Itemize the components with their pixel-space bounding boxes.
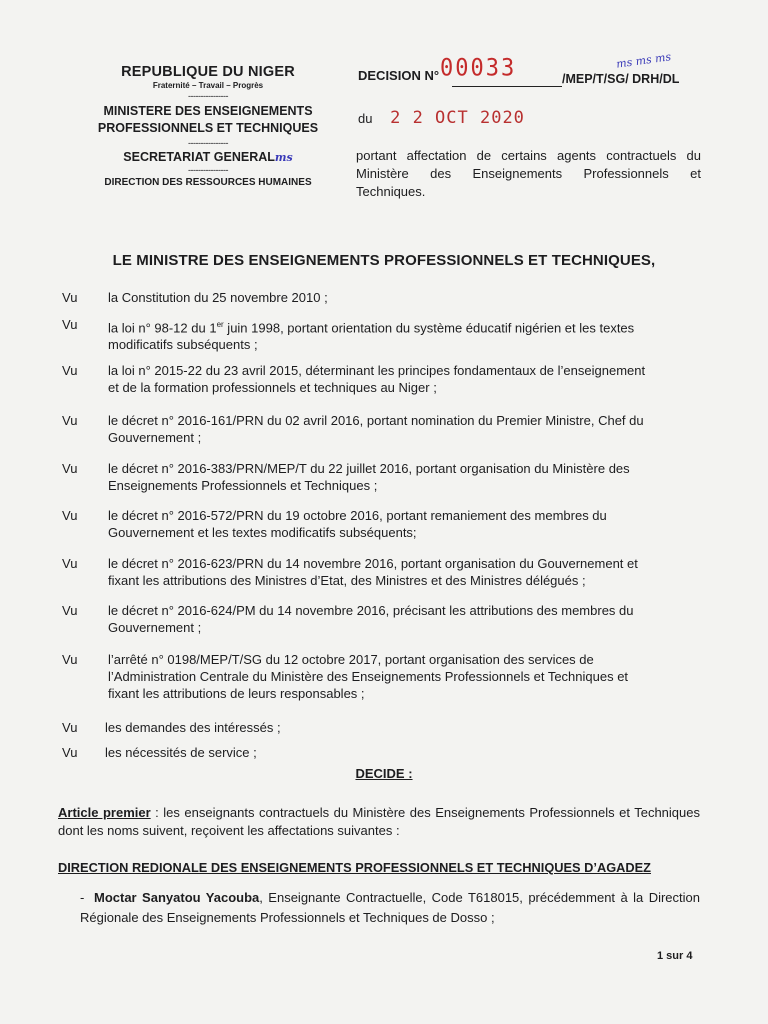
decision-suffix: /MEP/T/SG/ DRH/DL bbox=[562, 72, 680, 86]
vu-label: Vu bbox=[62, 720, 78, 735]
agent-name: Moctar Sanyatou Yacouba bbox=[94, 890, 260, 905]
consideration-text: l’arrêté n° 0198/MEP/T/SG du 12 octobre 2017, portant organisation des services de l’Administration Centrale du Ministère des Enseignements Professionnels et Techniques et fixant les attributions de leurs responsables ; bbox=[108, 652, 629, 701]
ministry-name-line2: PROFESSIONNELS ET TECHNIQUES bbox=[97, 121, 319, 135]
assignment-entry bbox=[80, 888, 700, 928]
issuer-header bbox=[88, 64, 328, 188]
direction-title: DIRECTION REDIONALE DES ENSEIGNEMENTS PROFESSIONNELS ET TECHNIQUES D’AGADEZ bbox=[58, 860, 651, 875]
consideration-text: la loi n° 98-12 du 1er juin 1998, portant orientation du système éducatif nigérien et les textes modificatifs subséquents ; bbox=[108, 320, 635, 353]
country-name: REPUBLIQUE DU NIGER bbox=[121, 64, 295, 80]
handwritten-initials: ms bbox=[274, 151, 293, 164]
direction-name: DIRECTION DES RESSOURCES HUMAINES bbox=[104, 177, 312, 188]
consideration-text: les nécessités de service ; bbox=[105, 745, 257, 760]
consideration-text: les demandes des intéressés ; bbox=[105, 720, 281, 735]
number-underline bbox=[452, 86, 562, 87]
consideration-text: le décret n° 2016-623/PRN du 14 novembre 2016, portant organisation du Gouvernement et fixant les attributions des Ministres d’Etat, des Ministres et des Ministres délégués ; bbox=[108, 556, 638, 588]
vu-label: Vu bbox=[62, 556, 78, 571]
consideration-text: le décret n° 2016-624/PM du 14 novembre 2016, précisant les attributions des membres du Gouvernement ; bbox=[108, 603, 634, 635]
vu-label: Vu bbox=[62, 745, 78, 760]
article-text: : les enseignants contractuels du Ministère des Enseignements Professionnels et Techniques dont les noms suivent, reçoivent les affectations suivantes : bbox=[58, 805, 700, 838]
consideration-text: le décret n° 2016-572/PRN du 19 octobre 2016, portant remaniement des membres du Gouvernement et les textes modificatifs subséquents; bbox=[108, 508, 607, 540]
article-title: Article premier bbox=[58, 805, 151, 820]
date-label: du bbox=[358, 111, 373, 126]
consideration-text: la Constitution du 25 novembre 2010 ; bbox=[108, 290, 328, 305]
decide-heading: DECIDE : bbox=[355, 766, 413, 781]
vu-label: Vu bbox=[62, 317, 78, 332]
vu-label: Vu bbox=[62, 363, 78, 378]
vu-label: Vu bbox=[62, 652, 78, 667]
minister-heading: LE MINISTRE DES ENSEIGNEMENTS PROFESSIONNELS ET TECHNIQUES, bbox=[112, 252, 656, 269]
consideration-text: le décret n° 2016-383/PRN/MEP/T du 22 juillet 2016, portant organisation du Ministère des Enseignements Professionnels et Techniques ; bbox=[108, 461, 630, 493]
vu-label: Vu bbox=[62, 461, 78, 476]
assignment-text: , Enseignante Contractuelle, Code T618015, précédemment à la Direction Régionale des Enseignements Professionnels et Techniques de Dosso ; bbox=[80, 890, 700, 925]
separator: ---------------- bbox=[188, 138, 228, 148]
decision-date bbox=[358, 108, 525, 128]
separator: ---------------- bbox=[188, 165, 228, 175]
vu-label: Vu bbox=[62, 603, 78, 618]
page-number: 1 sur 4 bbox=[657, 950, 693, 962]
decision-subject: portant affectation de certains agents contractuels du Ministère des Enseignements Professionnels et Techniques. bbox=[356, 148, 701, 199]
list-dash: - bbox=[80, 890, 85, 905]
consideration-text: le décret n° 2016-161/PRN du 02 avril 2016, portant nomination du Premier Ministre, Chef du Gouvernement ; bbox=[108, 413, 644, 445]
article-premier bbox=[58, 804, 700, 840]
handwritten-initials: ms ms ms bbox=[615, 50, 672, 71]
ministry-name-line1: MINISTERE DES ENSEIGNEMENTS bbox=[103, 104, 313, 118]
decision-label: DECISION N° bbox=[358, 68, 440, 83]
decision-reference bbox=[358, 50, 718, 94]
consideration-item bbox=[62, 316, 706, 352]
decision-number-stamp: 00033 bbox=[440, 54, 517, 83]
date-stamp: 2 2 OCT 2020 bbox=[390, 108, 525, 128]
secretariat-name: SECRETARIAT GENERALms bbox=[123, 150, 293, 164]
vu-label: Vu bbox=[62, 508, 78, 523]
consideration-text: la loi n° 2015-22 du 23 avril 2015, déterminant les principes fondamentaux de l’enseignement et de la formation professionnels et techniques au Niger ; bbox=[108, 363, 646, 395]
vu-label: Vu bbox=[62, 413, 78, 428]
national-motto: Fraternité – Travail – Progrès bbox=[152, 81, 264, 90]
vu-label: Vu bbox=[62, 290, 78, 305]
separator: ---------------- bbox=[188, 91, 228, 101]
